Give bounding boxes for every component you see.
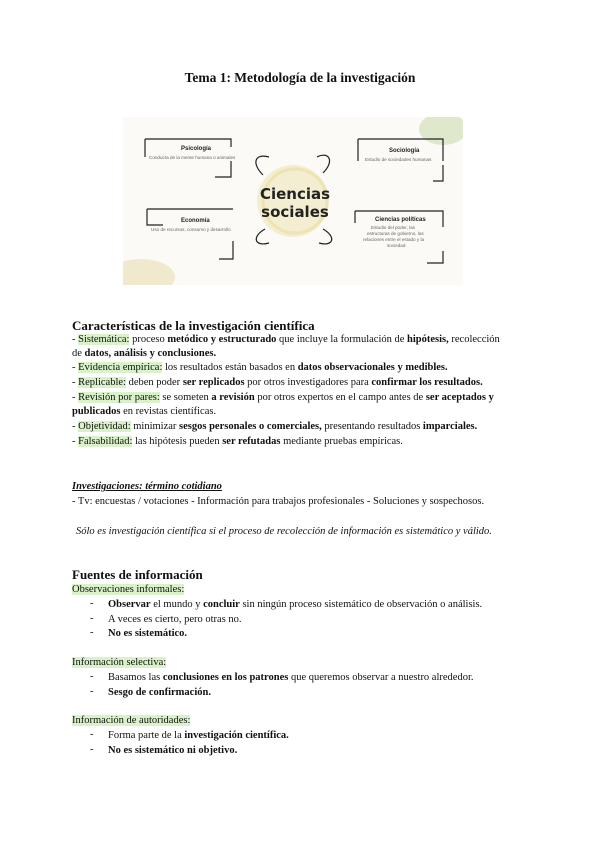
caracteristicas-heading: Características de la investigación científica xyxy=(72,318,315,333)
observaciones-bullet-3: No es sistemático. xyxy=(108,628,188,639)
item-falsabilidad: - Falsabilidad: las hipótesis pueden ser refutadas mediante pruebas empíricas. xyxy=(72,436,403,447)
fuentes-heading: Fuentes de información xyxy=(72,567,203,582)
item-revision-cont: publicados en revistas científicas. xyxy=(72,406,217,417)
observaciones-label: Observaciones informales: xyxy=(72,584,185,595)
item-sistematica-cont: de datos, análisis y conclusiones. xyxy=(72,348,217,359)
bullet-dash: - xyxy=(90,686,94,697)
investigaciones-line: - Tv: encuestas / votaciones - Información para trabajos profesionales - Soluciones y sospechosos. xyxy=(72,496,485,507)
economia-title: Economía xyxy=(181,218,210,224)
politicas-text-4: sociedad xyxy=(387,243,406,248)
politicas-text-2: estructuras de gobierno, las xyxy=(367,231,424,236)
bullet-dash: - xyxy=(90,729,94,740)
item-sistematica: - Sistemática: proceso metódico y estructurado que incluye la formulación de hipótesis, recolección xyxy=(72,334,500,345)
item-replicable: - Replicable: deben poder ser replicados por otros investigadores para confirmar los resultados. xyxy=(72,377,483,388)
bullet-dash: - xyxy=(90,613,94,624)
selectiva-bullet-2: Sesgo de confirmación. xyxy=(108,687,211,698)
bullet-dash: - xyxy=(90,744,94,755)
item-objetividad: - Objetividad: minimizar sesgos personales o comerciales, presentando resultados imparciales. xyxy=(72,421,478,432)
ciencias-sociales-diagram xyxy=(123,117,463,285)
economia-text: Uso de recursos, consumo y desarrollo xyxy=(151,227,231,232)
autoridades-label: Información de autoridades: xyxy=(72,715,191,726)
sociologia-text: Estudio de sociedades humanas xyxy=(365,157,432,162)
observaciones-bullet-2: A veces es cierto, pero otras no. xyxy=(108,614,242,625)
bullet-dash: - xyxy=(90,598,94,609)
center-label-2: sociales xyxy=(261,203,329,221)
politicas-text-1: Estudio del poder, las xyxy=(371,225,415,230)
psicologia-title: Psicología xyxy=(181,146,212,152)
politicas-title: Ciencias políticas xyxy=(375,217,426,223)
psicologia-text: Conducta de la mente humana o animales xyxy=(149,155,236,160)
bullet-dash: - xyxy=(90,627,94,638)
item-evidencia: - Evidencia empírica: los resultados están basados en datos observacionales y medibles. xyxy=(72,362,448,373)
autoridades-bullet-2: No es sistemático ni objetivo. xyxy=(108,745,238,756)
investigaciones-heading: Investigaciones: término cotidiano xyxy=(72,481,222,492)
page-title: Tema 1: Metodología de la investigación xyxy=(184,70,416,85)
bullet-dash: - xyxy=(90,671,94,682)
selectiva-label: Información selectiva: xyxy=(72,657,167,668)
observaciones-bullet-1: Observar el mundo y concluir sin ningún proceso sistemático de observación o análisis. xyxy=(108,599,483,610)
selectiva-bullet-1: Basamos las conclusiones en los patrones que queremos observar a nuestro alrededor. xyxy=(108,672,474,683)
investigaciones-note: Sólo es investigación científica si el proceso de recolección de información es sistemático y válido. xyxy=(76,526,492,537)
item-revision: - Revisión por pares: se someten a revisión por otros expertos en el campo antes de ser aceptados y xyxy=(72,392,494,403)
autoridades-bullet-1: Forma parte de la investigación científica. xyxy=(108,730,289,741)
politicas-text-3: relaciones entre el estado y la xyxy=(363,237,425,242)
sociologia-title: Sociología xyxy=(389,148,420,154)
center-label-1: Ciencias xyxy=(259,185,331,203)
